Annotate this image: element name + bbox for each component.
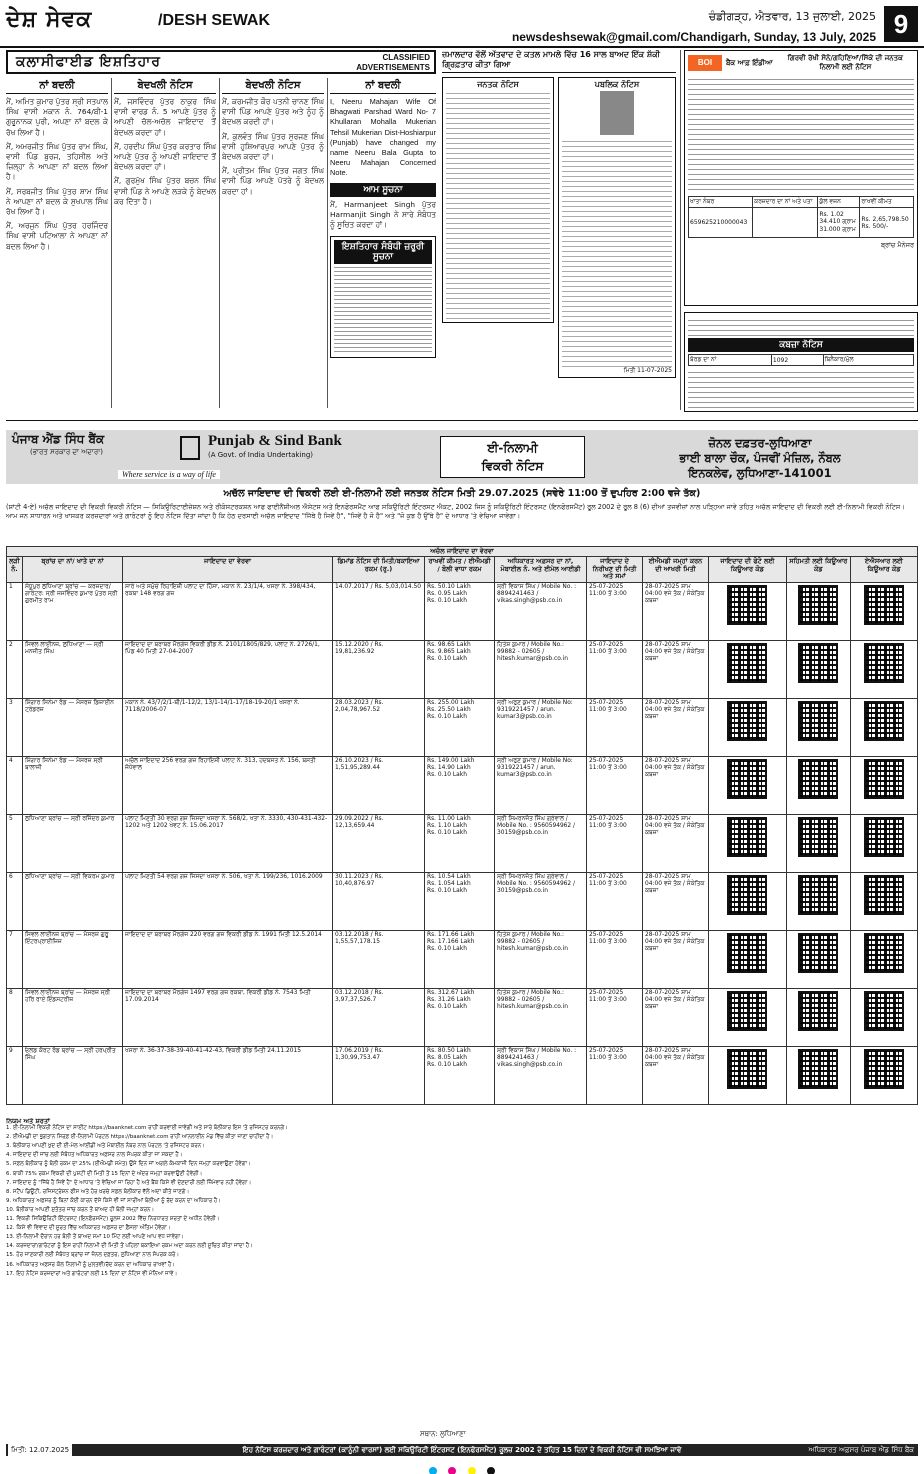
inspection-date: 25-07-2025 11:00 ਤੋਂ 3:00 [587,698,643,756]
classified-item: ਮੈਂ, ਪ੍ਰੀਤਮ ਸਿੰਘ ਪੁੱਤਰ ਜਗਤ ਸਿੰਘ ਵਾਸੀ ਪਿੰਡ ਆਪਣੇ ਪੋਤਰੇ ਨੂੰ ਬੇਦਖਲ ਕਰਦਾ ਹਾਂ। [222,166,324,196]
property-photo-qr-icon[interactable] [727,643,767,683]
classified-item: ਮੈਂ, ਕੁਲਵੰਤ ਸਿੰਘ ਪੁੱਤਰ ਸੁਰਜਣ ਸਿੰਘ ਵਾਸੀ ਹੁਸ਼ਿਆਰਪੁਰ ਆਪਣੇ ਪੁੱਤਰ ਨੂੰ ਬੇਦਖਲ ਕਰਦਾ ਹਾਂ। [222,131,324,162]
authorized-officer: ਸ੍ਰੀ ਵਿਕਾਸ ਸਿੰਘ / Mobile No. : 8894241463 / vikas.singh@psb.co.in [495,1046,587,1104]
masthead [0,0,924,46]
branch-name: ਸੰਧੂਪੁਰ ਲੁਧਿਆਣਾ ਬ੍ਰਾਂਚ — ਕਰਜ਼ਦਾਰ/ਗਾਰੰਟਰ: ਸ੍ਰੀ ਜਸਵਿੰਦਰ ਕੁਮਾਰ ਪੁੱਤਰ ਸ੍ਰੀ ਗੁਰਮੀਤ ਰਾਮ [23,582,123,640]
row-number: 5 [7,814,23,872]
price-emd: Rs. 31.26 Lakh [427,997,471,1004]
boi-signoff: ਬ੍ਰਾਂਚ ਮੈਨੇਜਰ [881,241,914,249]
sale-notice-line: ਅਚੱਲ ਜਾਇਦਾਦ ਦੀ ਵਿਕਰੀ ਲਈ ਈ-ਨਿਲਾਮੀ ਲਈ ਜਨਤਕ ਨੋਟਿਸ ਮਿਤੀ 29.07.2025 (ਸਵੇਰੇ 11:00 ਤੋਂ ਦੁਪਹਿਰ 2:00 ਵਜੇ ਤੱਕ) [223,488,701,499]
inspection-date: 25-07-2025 11:00 ਤੋਂ 3:00 [587,814,643,872]
boi-account: 659625210000043 [689,208,753,238]
classified-item: ਮੈਂ, ਜਸਵਿੰਦਰ ਪੁੱਤਰ ਠਾਕੁਰ ਸਿੰਘ ਵਾਸੀ ਵਾਰਡ ਨੰ. 5 ਆਪਣੇ ਪੁੱਤਰ ਨੂੰ ਆਪਣੀ ਚੱਲ-ਅਚੱਲ ਜਾਇਦਾਦ ਤੋਂ ਬੇਦਖਲ ਕਰਦਾ ਹਾਂ। [114,97,216,137]
price-emd: Rs. 1.10 Lakh [427,823,467,830]
demand-notice: 03.12.2018 / Rs. 1,55,57,178.15 [333,930,425,988]
price-reserve: Rs. 10.54 Lakh [427,873,471,880]
brand-punjabi: ਦੇਸ਼ ਸੇਵਕ [6,6,93,32]
inspection-date: 25-07-2025 11:00 ਤੋਂ 3:00 [587,756,643,814]
term-item: 10. ਬੋਲੀਕਾਰ ਆਪਣੀ ਸੁਤੰਤਰ ਜਾਂਚ ਕਰਨ ਤੋਂ ਬਾਅਦ ਹੀ ਬੋਲੀ ਜਮ੍ਹਾਂ ਕਰਨ। [6,1206,155,1213]
reserve-price [425,988,495,1046]
term-item: 16. ਅਧਿਕਾਰਤ ਅਫ਼ਸਰ ਕੋਲ ਨਿਲਾਮੀ ਨੂੰ ਮੁਲਤਵੀ/ਰੱਦ ਕਰਨ ਦਾ ਅਧਿਕਾਰ ਰਾਖਵਾਂ ਹੈ। [6,1261,175,1268]
registration-mark [429,1467,437,1474]
classified-item: ਮੈਂ, ਗੁਰਮੁੱਖ ਸਿੰਘ ਪੁੱਤਰ ਬਚਨ ਸਿੰਘ ਵਾਸੀ ਪਿੰਡ ਨੇ ਆਪਣੇ ਲੜਕੇ ਨੂੰ ਬੇਦਖਲ ਕਰ ਦਿੱਤਾ ਹੈ। [114,176,216,206]
term-item: 6. ਬਾਕੀ 75% ਰਕਮ ਵਿਕਰੀ ਦੀ ਪੁਸ਼ਟੀ ਦੀ ਮਿਤੀ ਤੋਂ 15 ਦਿਨਾਂ ਦੇ ਅੰਦਰ ਜਮ੍ਹਾਂ ਕਰਵਾਉਣੀ ਹੋਵੇਗੀ। [6,1170,203,1177]
notice-date: ਮਿਤੀ 11-07-2025 [623,366,672,374]
authorized-officer: ਸ੍ਰੀ ਅਰੁਣ ਕੁਮਾਰ / Mobile No: 9319221457 / arun. kumar3@psb.co.in [495,698,587,756]
boi-weight [818,208,860,238]
property-description: ਜਾਇਦਾਦ ਦਾ ਬਰਾਬਰ ਮੌਰਗੇਜ 1497 ਵਰਗ ਗਜ਼ ਰਕਬਾ, ਵਿਕਰੀ ਡੀਡ ਨੰ. 7543 ਮਿਤੀ 17.09.2014 [123,988,333,1046]
qr-cell [786,756,850,814]
authorized-officer: ਸ੍ਰੀ ਸਿਮਰਨਜੋਤ ਸਿੰਘ ਗ੍ਰੇਵਾਲ / Mobile No. : 9560594962 / 30159@psb.co.in [495,814,587,872]
boi-col-header: ਖਾਤਾ ਨੰਬਰ [689,197,753,208]
demand-notice: 26.10.2023 / Rs. 1,51,95,289.44 [333,756,425,814]
inspection-date: 25-07-2025 11:00 ਤੋਂ 3:00 [587,640,643,698]
col-header: ਜਾਇਦਾਦ ਦੇ ਨਿਰੀਖਣ ਦੀ ਮਿਤੀ ਅਤੇ ਸਮਾਂ [587,557,643,582]
terms-list [6,1125,918,1278]
authorized-officer: ਹਿਤੇਸ਼ ਕੁਮਾਰ / Mobile No.: 99882 - 02605 / hitesh.kumar@psb.co.in [495,930,587,988]
qr-cell [709,582,787,640]
demand-notice: 30.11.2023 / Rs. 10,40,876.97 [333,872,425,930]
qr-cell [709,988,787,1046]
asset-table [6,546,918,1105]
zonal-office [620,436,900,481]
property-photo-qr-icon[interactable] [727,1049,767,1089]
notice-box-title: ਇਸ਼ਤਿਹਾਰ ਸੰਬੰਧੀ ਜ਼ਰੂਰੀ ਸੂਚਨਾ [334,240,432,264]
branch-name: ਸਿਵਲ ਲਾਈਨਜ਼ ਬ੍ਰਾਂਚ — ਮੈਸਰਜ਼ ਸ੍ਰੀ ਹਰਿ ਰਾਏ ਇੰਡਸਟਰੀਜ਼ [23,988,123,1046]
term-item: 7. ਜਾਇਦਾਦ ਨੂੰ "ਜਿੱਥੇ ਹੈ ਜਿਵੇਂ ਹੈ" ਦੇ ਆਧਾਰ 'ਤੇ ਵੇਚਿਆ ਜਾ ਰਿਹਾ ਹੈ ਅਤੇ ਬੈਂਕ ਕਿਸੇ ਵੀ ਦੇਣਦਾਰੀ ਲਈ ਜ਼ਿੰਮੇਵਾਰ ਨਹੀਂ ਹੋਵੇਗਾ। [6,1179,252,1186]
price-reserve: Rs. 11.00 Lakh [427,815,471,822]
authorized-officer: ਸ੍ਰੀ ਵਿਕਾਸ ਸਿੰਘ / Mobile No. : 8894241463 / vikas.singh@psb.co.in [495,582,587,640]
property-description: ਜਾਇਦਾਦ ਦਾ ਬਰਾਬਰ ਮੌਰਗੇਜ ਵਿਕਰੀ ਡੀਡ ਨੰ. 2101/1805/829, ਪਲਾਟ ਨੰ. 2726/1, ਪਿੰਡ 40 ਮਿਤੀ 27-04-2007 [123,640,333,698]
emd-last-date: 28-07-2025 ਸ਼ਾਮ 04:00 ਵਜੇ ਤੱਕ / ਸੰਕੇਤਿਕ ਕਬਜ਼ਾ [643,872,709,930]
column-divider [327,78,328,408]
qr-cell [850,988,917,1046]
boi-gross: 34.410 ਗ੍ਰਾਮ [819,218,856,225]
qr-cell [850,582,917,640]
table-row [7,1046,918,1104]
col-header: ਲੜੀ ਨੰ. [7,557,23,582]
qr-cell [850,814,917,872]
boi-col-header: ਕਰਜ਼ਦਾਰ ਦਾ ਨਾਂ ਅਤੇ ਪਤਾ [753,197,818,208]
qr-cell [709,1046,787,1104]
boi-bank-name: ਬੈਂਕ ਆਫ਼ ਇੰਡੀਆ [726,58,773,67]
table-caption: ਅਚੱਲ ਜਾਇਦਾਦ ਦਾ ਵੇਰਵਾ [7,547,918,557]
demand-notice: 29.09.2022 / Rs. 12,13,659.44 [333,814,425,872]
column-heading: ਨਾਂ ਬਦਲੀ [6,78,108,94]
demand-notice: 28.03.2023 / Rs. 2,04,78,967.52 [333,698,425,756]
consent-qr-icon[interactable] [798,875,838,915]
middle-news [442,50,676,410]
footer-center: ਇਹ ਨੋਟਿਸ ਕਰਜ਼ਦਾਰ ਅਤੇ ਗਾਰੰਟਰਾਂ (ਕਾਨੂੰਨੀ ਵਾਰਸਾਂ) ਲਈ ਸਕਿਉਰਿਟੀ ਇੰਟਰਸਟ (ਇਨਫੋਰਸਮੈਂਟ) ਰੂਲਜ਼ 2002 ਦੇ ਤਹਿਤ 15 ਦਿਨਾਂ ਦੇ ਵਿਕਰੀ ਨੋਟਿਸ ਵੀ ਸਮਝਿਆ ਜਾਵੇ [242,1446,682,1454]
property-photo-qr-icon[interactable] [727,759,767,799]
classified-header [6,50,436,74]
branch-name: ਸਿਵਲ ਲਾਈਨਜ਼, ਲੁਧਿਆਣਾ — ਸ੍ਰੀ ਮਨਜੀਤ ਸਿੰਘ [23,640,123,698]
price-reserve: Rs. 50.10 Lakh [427,583,471,590]
qr-cell [786,930,850,988]
emd-last-date: 28-07-2025 ਸ਼ਾਮ 04:00 ਵਜੇ ਤੱਕ / ਸੰਕੇਤਿਕ ਕਬਜ਼ਾ [643,640,709,698]
masthead-rule [0,46,924,48]
qr-cell [786,698,850,756]
price-reserve: Rs. 171.66 Lakh [427,931,475,938]
table-row [7,582,918,640]
property-description: ਮਕਾਨ ਨੰ. 43/7/2/1-ਬੀ/1-12/2, 13/1-14/1-17/18-19-20/1 ਖਸਰਾ ਨੰ. 7118/2006-07 [123,698,333,756]
col-header: ਏਐਸਆਰ ਲਈ ਕਿਊਆਰ ਕੋਡ [850,557,917,582]
term-item: 12. ਕਿਸੇ ਵੀ ਵਿਵਾਦ ਦੀ ਸੂਰਤ ਵਿੱਚ ਅਧਿਕਾਰਤ ਅਫ਼ਸਰ ਦਾ ਫ਼ੈਸਲਾ ਅੰਤਿਮ ਹੋਵੇਗਾ। [6,1225,171,1232]
terms-and-conditions [6,1118,918,1440]
possession-cell: ਬੋਰਡ ਦਾ ਨਾਂ [689,355,772,366]
classified-title: ਕਲਾਸੀਫਾਈਡ ਇਸ਼ਤਿਹਾਰ [16,54,161,70]
qr-cell [709,698,787,756]
consent-qr-icon[interactable] [798,585,838,625]
registration-mark [468,1467,476,1474]
notice-footer [6,1444,918,1456]
qr-cell [709,872,787,930]
term-item: 3. ਬੋਲੀਕਾਰ ਆਪਣੀ ਖੁਦ ਦੀ ਈ-ਮੇਲ ਆਈਡੀ ਅਤੇ ਮੋਬਾਈਲ ਨੰਬਰ ਨਾਲ ਪੋਰਟਲ 'ਤੇ ਰਜਿਸਟਰ ਕਰਨ। [6,1143,205,1150]
boi-col-header: ਰਾਖਵੀਂ ਕੀਮਤ [860,197,914,208]
table-row [7,698,918,756]
row-number: 6 [7,872,23,930]
classified-title-en: CLASSIFIED ADVERTISEMENTS [356,53,430,72]
inspection-date: 25-07-2025 11:00 ਤੋਂ 3:00 [587,582,643,640]
inspection-date: 25-07-2025 11:00 ਤੋਂ 3:00 [587,872,643,930]
dateline: ਚੰਡੀਗੜ੍ਹ, ਐਤਵਾਰ, 13 ਜੁਲਾਈ, 2025 [708,10,876,23]
footer-place: ਸਥਾਨ: ਲੁਧਿਆਣਾ [420,1430,466,1438]
col-header: ਡਿਮਾਂਡ ਨੋਟਿਸ ਦੀ ਮਿਤੀ/ਬਕਾਇਆ ਰਕਮ (ਰੁ.) [333,557,425,582]
demand-notice: 14.07.2017 / Rs. 5,03,014.50 [333,582,425,640]
consent-qr-icon[interactable] [798,933,838,973]
reserve-price [425,814,495,872]
price-reserve: Rs. 255.00 Lakh [427,699,475,706]
email-dateline: newsdeshsewak@gmail.com/Chandigarh, Sunday, 13 July, 2025 [511,30,876,44]
branch-name: ਸ਼ਿੰਗਾਰ ਸਿਨੇਮਾ ਰੋਡ — ਮੈਸਰਜ਼ ਸ੍ਰੀ ਬਾਲਾਜੀ [23,756,123,814]
section-rule [6,420,918,421]
table-row [7,872,918,930]
possession-table [688,354,914,366]
possession-cell: 1092 [771,355,823,366]
col-header: ਜਾਇਦਾਦ ਦੀ ਫੋਟੋ ਲਈ ਕਿਊਆਰ ਕੋਡ [709,557,787,582]
term-item: 11. ਵਿਕਰੀ ਸਿਕਿਉਰਿਟੀ ਇੰਟਰਸਟ (ਇਨਫੋਰਸਮੈਂਟ) ਰੂਲਜ਼ 2002 ਵਿੱਚ ਨਿਰਧਾਰਤ ਸ਼ਰਤਾਂ ਦੇ ਅਧੀਨ ਹੋਵੇਗੀ। [6,1216,220,1223]
price-inc: Rs. 0.10 Lakh [427,946,467,953]
price-inc: Rs. 0.10 Lakh [427,714,467,721]
table-header-row [7,557,918,582]
news-headline: ਜ਼ਮਾਲਦਾਰ ਵੱਲੋਂ ਅੱਤਵਾਦ ਦੇ ਕਤਲ ਮਾਮਲੇ ਵਿੱਚ 16 ਸਾਲ ਬਾਅਦ ਇੱਕ ਸ਼ੱਕੀ ਗ੍ਰਿਫ਼ਤਾਰ ਕੀਤਾ ਗਿਆ [442,50,676,73]
term-item: 5. ਸਫ਼ਲ ਬੋਲੀਕਾਰ ਨੂੰ ਬੋਲੀ ਰਕਮ ਦਾ 25% (ਈਐਮਡੀ ਸਮੇਤ) ਉਸੇ ਦਿਨ ਜਾਂ ਅਗਲੇ ਕੰਮਕਾਜੀ ਦਿਨ ਜਮ੍ਹਾਂ ਕਰਵਾਉਣਾ ਹੋਵੇਗਾ। [6,1161,251,1168]
branch-name: ਲੁਧਿਆਣਾ ਬ੍ਰਾਂਚ — ਸ੍ਰੀ ਰਜਿੰਦਰ ਕੁਮਾਰ [23,814,123,872]
branch-name: ਓਲਡ ਕੋਰਟ ਰੋਡ ਬ੍ਰਾਂਚ — ਸ੍ਰੀ ਹਰਪ੍ਰੀਤ ਸਿੰਘ [23,1046,123,1104]
reserve-price [425,930,495,988]
boi-logo: BOI [688,55,722,71]
row-number: 8 [7,988,23,1046]
emd-last-date: 28-07-2025 ਸ਼ਾਮ 04:00 ਵਜੇ ਤੱਕ / ਸੰਕੇਤਿਕ ਕਬਜ਼ਾ [643,698,709,756]
col-header: ਸਹਿਮਤੀ ਲਈ ਕਿਊਆਰ ਕੋਡ [786,557,850,582]
column-divider [111,78,112,408]
authorized-officer: ਸ੍ਰੀ ਸਿਮਰਨਜੋਤ ਸਿੰਘ ਗ੍ਰੇਵਾਲ / Mobile No. : 9560594962 / 30159@psb.co.in [495,872,587,930]
col-header: ਜਾਇਦਾਦ ਦਾ ਵੇਰਵਾ [123,557,333,582]
boi-borrower [753,208,818,238]
classified-item: I, Neeru Mahajan Wife Of Bhagwati Parshad Ward No- 7 Khullaran Mohalla Mukerian Tehsil Mukerian Dist-Hoshiarpur (Punjab) have changed my name Neeru Bala Gupta to Neeru Mahajan Concerned Note. [330,97,436,178]
column-divider [680,50,681,410]
boi-table [688,196,914,238]
qr-cell [850,872,917,930]
price-inc: Rs. 0.10 Lakh [427,1062,467,1069]
authorized-officer: ਹਿਤੇਸ਼ ਕੁਮਾਰ / Mobile No.: 99882 - 02605 / hitesh.kumar@psb.co.in [495,640,587,698]
classified-column-3 [222,78,324,408]
inspection-date: 25-07-2025 11:00 ਤੋਂ 3:00 [587,1046,643,1104]
qr-cell [850,698,917,756]
table-row [7,930,918,988]
price-inc: Rs. 0.10 Lakh [427,772,467,779]
table-row [7,640,918,698]
consent-qr-icon[interactable] [798,759,838,799]
price-inc: Rs. 0.10 Lakh [427,656,467,663]
notice-box-body [334,264,432,354]
row-number: 1 [7,582,23,640]
eauction-box [440,436,585,478]
sub-heading: ਆਮ ਸੂਚਨਾ [330,183,436,197]
price-emd: Rs. 0.95 Lakh [427,591,467,598]
term-item: 9. ਅਧਿਕਾਰਤ ਅਫ਼ਸਰ ਨੂੰ ਬਿਨਾਂ ਕੋਈ ਕਾਰਨ ਦੱਸੇ ਕਿਸੇ ਵੀ ਜਾਂ ਸਾਰੀਆਂ ਬੋਲੀਆਂ ਨੂੰ ਰੱਦ ਕਰਨ ਦਾ ਅਧਿਕਾਰ ਹੈ। [6,1197,221,1204]
asr-qr-icon[interactable] [864,817,904,857]
asr-qr-icon[interactable] [864,643,904,683]
boi-notice [684,50,918,306]
emd-last-date: 28-07-2025 ਸ਼ਾਮ 04:00 ਵਜੇ ਤੱਕ / ਸੰਕੇਤਿਕ ਕਬਜ਼ਾ [643,582,709,640]
column-heading: ਨਾਂ ਬਦਲੀ [330,78,436,94]
psb-name: Punjab & Sind Bank [208,433,342,449]
price-reserve: Rs. 80.50 Lakh [427,1047,471,1054]
classified-item: ਮੈਂ, ਕਰਮਜੀਤ ਕੌਰ ਪਤਨੀ ਚਾਨਣ ਸਿੰਘ ਵਾਸੀ ਪਿੰਡ ਆਪਣੇ ਪੁੱਤਰ ਅਤੇ ਨੂੰਹ ਨੂੰ ਬੇਦਖਲ ਕਰਦੀ ਹਾਂ। [222,97,324,127]
branch-name: ਸ਼ਿੰਗਾਰ ਸਿਨੇਮਾ ਰੋਡ — ਮੈਸਰਜ਼ ਡਿਜ਼ਾਈਨ ਟ੍ਰੇਡਰਜ਼ [23,698,123,756]
registration-mark [487,1467,495,1474]
asr-qr-icon[interactable] [864,1049,904,1089]
possession-title: ਕਬਜ਼ਾ ਨੋਟਿਸ [688,338,914,352]
boi-notice-text [688,75,914,193]
column-heading: ਬੇਦਖਲੀ ਨੋਟਿਸ [114,78,216,94]
price-emd: Rs. 14.90 Lakh [427,765,471,772]
qr-cell [786,814,850,872]
property-photo-qr-icon[interactable] [727,701,767,741]
table-row [7,814,918,872]
qr-cell [850,930,917,988]
qr-cell [850,756,917,814]
row-number: 4 [7,756,23,814]
emd-last-date: 28-07-2025 ਸ਼ਾਮ 04:00 ਵਜੇ ਤੱਕ / ਸੰਕੇਤਿਕ ਕਬਜ਼ਾ [643,1046,709,1104]
price-emd: Rs. 9.865 Lakh [427,649,471,656]
property-photo-qr-icon[interactable] [727,991,767,1031]
public-notice-box-2 [558,77,676,378]
sale-intro: (ਸ਼ਾਂਟੀ 4-ਏ) ਅਚੱਲ ਜਾਇਦਾਦ ਦੀ ਵਿਕਰੀ ਵਿਕਰੀ ਨੋਟਿਸ — ਸਿਕਿਉਰਿਟਾਈਜ਼ੇਸ਼ਨ ਅਤੇ ਰੀਕੰਸਟਰਕਸ਼ਨ ਆਫ ਫਾਈਨੈਂਸ਼ੀਅਲ ਐਸੇਟਸ ਅਤੇ ਇਨਫੋਰਸਮੈਂਟ ਆਫ ਸਕਿਉਰਿਟੀ ਇੰਟਰਸਟ ਐਕਟ, 2002 ਜਿਸ ਨੂੰ ਸਕਿਉਰਿਟੀ ਇੰਟਰਸਟ (ਇਨਫੋਰਸਮੈਂਟ) ਰੂਲ 2002 ਦੇ ਰੂਲ 8 (6) ਦੀਆਂ ਤਜਵੀਜ਼ਾਂ ਨਾਲ ਪੜ੍ਹਿਆ ਜਾਵੇ ਤਹਿਤ ਅਚੱਲ ਜਾਇਦਾਦ ਦੀ ਵਿਕਰੀ ਲਈ ਈ-ਨਿਲਾਮੀ ਵਿਕਰੀ ਨੋਟਿਸ। ਆਮ ਜਨ ਸਾਧਾਰਨ ਅਤੇ ਖਾਸਕਰ ਕਰਜ਼ਦਾਰਾਂ ਅਤੇ ਗਾਰੰਟਰਾਂ ਨੂੰ ਇਹ ਨੋਟਿਸ ਦਿੱਤਾ ਜਾਂਦਾ ਹੈ ਕਿ ਹੇਠ ਦਰਸਾਈ ਅਚੱਲ ਜਾਇਦਾਦ "ਜਿੱਥੇ ਹੈ ਜਿਵੇਂ ਹੈ", "ਜਿਵੇਂ ਹੈ ਜੋ ਹੈ" ਅਤੇ "ਜੋ ਕੁਝ ਹੈ ਉੱਥੇ ਹੈ" ਦੇ ਆਧਾਰ 'ਤੇ ਵੇਚਿਆ ਜਾਵੇਗਾ। [6,503,905,520]
demand-notice: 17.06.2019 / Rs. 1,30,99,753.47 [333,1046,425,1104]
col-header: ਰਾਖਵੀਂ ਕੀਮਤ / ਈਐਮਡੀ / ਬੋਲੀ ਵਾਧਾ ਰਕਮ [425,557,495,582]
property-description: ਅਚੱਲ ਜਾਇਦਾਦ 256 ਵਰਗ ਗਜ਼ ਰਿਹਾਇਸ਼ੀ ਪਲਾਟ ਨੰ. 313, ਹਦਬਸਤ ਨੰ. 156, ਬਸਤੀ ਜੋਧੇਵਾਲ [123,756,333,814]
table-row [7,756,918,814]
term-item: 14. ਕਰਜ਼ਦਾਰਾਂ/ਗਾਰੰਟਰਾਂ ਨੂੰ ਇਸ ਰਾਹੀਂ ਨਿਲਾਮੀ ਦੀ ਮਿਤੀ ਤੋਂ ਪਹਿਲਾਂ ਬਕਾਇਆ ਰਕਮ ਅਦਾ ਕਰਨ ਲਈ ਸੂਚਿਤ ਕੀਤਾ ਜਾਂਦਾ ਹੈ। [6,1243,253,1250]
notice-box [330,236,436,358]
price-inc: Rs. 0.10 Lakh [427,598,467,605]
boi-notice-title: ਗਿਰਵੀ ਰੱਖੀ ਸੋਨੇ/ਗਹਿਣਿਆਂ/ਸਿੱਕੇ ਦੀ ਜਨਤਕ ਨਿਲਾਮੀ ਲਈ ਨੋਟਿਸ [787,54,903,71]
psb-tagline: Where service is a way of life [118,470,220,479]
term-item: 1. ਈ-ਨਿਲਾਮੀ ਵਿਕਰੀ ਨੋਟਿਸ ਦਾ ਸਾਈਟ https://baanknet.com ਰਾਹੀਂ ਕਰਵਾਈ ਜਾਵੇਗੀ ਅਤੇ ਸਾਰੇ ਬੋਲੀਕਾਰ ਇਸ 'ਤੇ ਰਜਿਸਟਰ ਕਰਨਗੇ। [6,1125,288,1132]
inspection-date: 25-07-2025 11:00 ਤੋਂ 3:00 [587,930,643,988]
col-header: ਬ੍ਰਾਂਚ ਦਾ ਨਾਂ/ ਖਾਤੇ ਦਾ ਨਾਂ [23,557,123,582]
eauction-line-2: ਵਿਕਰੀ ਨੋਟਿਸ [481,459,544,473]
classified-column-2 [114,78,216,408]
row-number: 7 [7,930,23,988]
price-inc: Rs. 0.10 Lakh [427,1004,467,1011]
registration-mark [448,1467,456,1474]
consent-qr-icon[interactable] [798,1049,838,1089]
classified-item: ਮੈਂ, ਹਰਦੀਪ ਸਿੰਘ ਪੁੱਤਰ ਕਰਤਾਰ ਸਿੰਘ ਆਪਣੇ ਪੁੱਤਰ ਨੂੰ ਆਪਣੀ ਜਾਇਦਾਦ ਤੋਂ ਬੇਦਖਲ ਕਰਦਾ ਹਾਂ। [114,141,216,172]
price-inc: Rs. 0.10 Lakh [427,888,467,895]
notice-text [446,89,550,319]
price-emd: Rs. 17.166 Lakh [427,939,475,946]
term-item: 8. ਸਟੈਂਪ ਡਿਊਟੀ, ਰਜਿਸਟ੍ਰੇਸ਼ਨ ਫੀਸ ਅਤੇ ਹੋਰ ਖ਼ਰਚੇ ਸਫ਼ਲ ਬੋਲੀਕਾਰ ਵੱਲੋਂ ਅਦਾ ਕੀਤੇ ਜਾਣਗੇ। [6,1188,190,1195]
price-reserve: Rs. 312.67 Lakh [427,989,475,996]
reserve-price [425,756,495,814]
classified-item: ਮੈਂ, ਅਰਜੁਨ ਸਿੰਘ ਪੁੱਤਰ ਹਰਜਿੰਦਰ ਸਿੰਘ ਵਾਸੀ ਪਟਿਆਲਾ ਨੇ ਆਪਣਾ ਨਾਂ ਬਦਲ ਲਿਆ ਹੈ। [6,221,108,251]
boi-emd: Rs. 500/- [861,222,889,230]
boi-reserve [860,208,914,238]
asr-qr-icon[interactable] [864,759,904,799]
footer-signoff: ਅਧਿਕਾਰਤ ਅਫ਼ਸਰ ਪੰਜਾਬ ਐਂਡ ਸਿੰਧ ਬੈਂਕ [808,1446,914,1454]
property-description: ਸਾਰੇ ਅਤੇ ਸਮੁੱਚੇ ਰਿਹਾਇਸ਼ੀ ਪਲਾਟ ਦਾ ਹਿੱਸਾ, ਮਕਾਨ ਨੰ. 23/1/4, ਖਸਰਾ ਨੰ. 398/434, ਰਕਬਾ 148 ਵਰਗ ਗਜ਼ [123,582,333,640]
row-number: 9 [7,1046,23,1104]
terms-title: ਨਿਯਮ ਅਤੇ ਸ਼ਰਤਾਂ [6,1118,50,1125]
term-item: 13. ਈ-ਨਿਲਾਮੀ ਦੌਰਾਨ ਹਰ ਬੋਲੀ ਤੋਂ ਬਾਅਦ ਸਮਾਂ 10 ਮਿੰਟ ਲਈ ਆਪਣੇ ਆਪ ਵਧ ਜਾਵੇਗਾ। [6,1234,184,1241]
notice-text [562,137,672,367]
qr-cell [786,872,850,930]
asr-qr-icon[interactable] [864,991,904,1031]
qr-cell [786,1046,850,1104]
price-emd: Rs. 1.054 Lakh [427,881,471,888]
footer-date: ਮਿਤੀ: 12.07.2025 [8,1444,72,1456]
price-reserve: Rs. 149.00 Lakh [427,757,475,764]
reserve-price [425,698,495,756]
boi-weight-value: Rs. 1.02 [819,211,844,218]
classified-column-4 [330,78,436,408]
boi-reserve-value: Rs. 2,65,798.50 [861,215,909,223]
branch-name: ਸਿਵਲ ਲਾਈਨਜ਼ ਬ੍ਰਾਂਚ — ਮੈਸਰਜ਼ ਗੁਰੂ ਇੰਟਰਪ੍ਰਾਈਜ਼ਿਜ਼ [23,930,123,988]
consent-qr-icon[interactable] [798,817,838,857]
notice-title: ਜਨਤਕ ਨੋਟਿਸ [477,80,519,89]
price-reserve: Rs. 98.65 Lakh [427,641,471,648]
classified-item: ਮੈਂ, ਅਮਰਜੀਤ ਸਿੰਘ ਪੁੱਤਰ ਰਾਮ ਸਿੰਘ, ਵਾਸੀ ਪਿੰਡ ਬੁਰਜ, ਤਹਿਸੀਲ ਅਤੇ ਜ਼ਿਲ੍ਹਾ ਨੇ ਆਪਣਾ ਨਾਂ ਬਦਲ ਲਿਆ ਹੈ। [6,141,108,182]
zonal-line-3: ਇਨਕਲੇਵ, ਲੁਧਿਆਣਾ-141001 [688,466,832,480]
term-item: 17. ਇਹ ਨੋਟਿਸ ਕਰਜ਼ਦਾਰਾਂ ਅਤੇ ਗਾਰੰਟਰਾਂ ਲਈ 15 ਦਿਨਾਂ ਦਾ ਨੋਟਿਸ ਵੀ ਮੰਨਿਆ ਜਾਵੇ। [6,1270,178,1277]
qr-cell [786,640,850,698]
property-description: ਪਲਾਟ ਮਿਣਤੀ 54 ਵਰਗ ਗਜ਼ ਜਿਸਦਾ ਖਸਰਾ ਨੰ. 506, ਖਤਾ ਨੰ. 199/236, 1016.2009 [123,872,333,930]
reserve-price [425,1046,495,1104]
qr-cell [709,930,787,988]
column-heading: ਬੇਦਖਲੀ ਨੋਟਿਸ [222,78,324,94]
col-header: ਈਐਮਡੀ ਜਮ੍ਹਾਂ ਕਰਨ ਦੀ ਆਖਰੀ ਮਿਤੀ [643,557,709,582]
reserve-price [425,582,495,640]
term-item: 4. ਜਾਇਦਾਦ ਦੀ ਜਾਂਚ ਲਈ ਸੰਬੰਧਤ ਅਧਿਕਾਰਤ ਅਫ਼ਸਰ ਨਾਲ ਸੰਪਰਕ ਕੀਤਾ ਜਾ ਸਕਦਾ ਹੈ। [6,1152,183,1159]
qr-cell [850,640,917,698]
property-description: ਖਸਰਾ ਨੰ. 36-37-38-39-40-41-42-43, ਵਿਕਰੀ ਡੀਡ ਮਿਤੀ 24.11.2015 [123,1046,333,1104]
emd-last-date: 28-07-2025 ਸ਼ਾਮ 04:00 ਵਜੇ ਤੱਕ / ਸੰਕੇਤਿਕ ਕਬਜ਼ਾ [643,930,709,988]
demand-notice: 15.12.2020 / Rs. 19,81,236.92 [333,640,425,698]
price-emd: Rs. 25.50 Lakh [427,707,471,714]
classified-item: ਮੈਂ, Harmanjeet Singh ਪੁੱਤਰ Harmanjit Singh ਨੇ ਸਾਰੇ ਸੰਬੰਧਤ ਨੂੰ ਸੂਚਿਤ ਕਰਦਾ ਹਾਂ। [330,199,436,230]
possession-notice [684,312,918,412]
property-photo-qr-icon[interactable] [727,933,767,973]
zonal-line-1: ਜ਼ੋਨਲ ਦਫ਼ਤਰ-ਲੁਧਿਆਣਾ [708,436,812,450]
classified-item: ਮੈਂ, ਸਰਬਜੀਤ ਸਿੰਘ ਪੁੱਤਰ ਸ਼ਾਮ ਸਿੰਘ ਨੇ ਆਪਣਾ ਨਾਂ ਬਦਲ ਕੇ ਸੁਖਪਾਲ ਸਿੰਘ ਰੱਖ ਲਿਆ ਹੈ। [6,186,108,217]
classified-item: ਮੈਂ, ਅਮਿਤ ਕੁਮਾਰ ਪੁੱਤਰ ਸ੍ਰੀ ਸਤਪਾਲ ਸਿੰਘ ਵਾਸੀ ਮਕਾਨ ਨੰ. 764/ਬੀ-1 ਗੁਰੂਨਾਨਕ ਪੁਰੀ, ਅਪਣਾ ਨਾਂ ਬਦਲ ਕੇ ਰੱਖ ਲਿਆ ਹੈ। [6,97,108,137]
consent-qr-icon[interactable] [798,701,838,741]
eauction-line-1: ਈ-ਨਿਲਾਮੀ [487,441,538,455]
classified-column-1 [6,78,108,408]
boi-net: 31.000 ਗ੍ਰਾਮ [819,226,856,233]
public-notice-title: ਪਬਲਿਕ ਨੋਟਿਸ [594,80,640,89]
boi-col-header: ਕੁੱਲ ਵਜ਼ਨ [818,197,860,208]
asr-qr-icon[interactable] [864,875,904,915]
column-divider [219,78,220,408]
public-notice-box [442,77,554,323]
reserve-price [425,640,495,698]
qr-cell [709,814,787,872]
reserve-price [425,872,495,930]
authorized-officer: ਹਿਤੇਸ਼ ਕੁਮਾਰ / Mobile No.: 99882 - 02605 / hitesh.kumar@psb.co.in [495,988,587,1046]
col-header: ਅਧਿਕਾਰਤ ਅਫ਼ਸਰ ਦਾ ਨਾਂ, ਮੋਬਾਈਲ ਨੰ. ਅਤੇ ਈਮੇਲ ਆਈਡੀ [495,557,587,582]
property-photo-qr-icon[interactable] [727,585,767,625]
zonal-line-2: ਭਾਈ ਬਾਲਾ ਚੌਕ, ਪੰਜਵੀਂ ਮੰਜ਼ਿਲ, ਨੌਬਲ [679,451,841,465]
emd-last-date: 28-07-2025 ਸ਼ਾਮ 04:00 ਵਜੇ ਤੱਕ / ਸੰਕੇਤਿਕ ਕਬਜ਼ਾ [643,814,709,872]
psb-sub-punjabi: (ਭਾਰਤ ਸਰਕਾਰ ਦਾ ਅਦਾਰਾ) [30,448,104,456]
registration-marks [0,1462,924,1474]
psb-undertaking: (A Govt. of India Undertaking) [208,451,313,459]
table-row [7,988,918,1046]
price-emd: Rs. 8.05 Lakh [427,1055,467,1062]
row-number: 2 [7,640,23,698]
qr-cell [709,640,787,698]
price-inc: Rs. 0.10 Lakh [427,830,467,837]
emd-last-date: 28-07-2025 ਸ਼ਾਮ 04:00 ਵਜੇ ਤੱਕ / ਸੰਕੇਤਿਕ ਕਬਜ਼ਾ [643,756,709,814]
consent-qr-icon[interactable] [798,991,838,1031]
qr-cell [786,582,850,640]
qr-cell [850,1046,917,1104]
emd-last-date: 28-07-2025 ਸ਼ਾਮ 04:00 ਵਜੇ ਤੱਕ / ਸੰਕੇਤਿਕ ਕਬਜ਼ਾ [643,988,709,1046]
inspection-date: 25-07-2025 11:00 ਤੋਂ 3:00 [587,988,643,1046]
asr-qr-icon[interactable] [864,701,904,741]
consent-qr-icon[interactable] [798,643,838,683]
asr-qr-icon[interactable] [864,585,904,625]
qr-cell [786,988,850,1046]
term-item: 2. ਈਐਮਡੀ ਦਾ ਭੁਗਤਾਨ ਸਿਰਫ਼ ਈ-ਨਿਲਾਮੀ ਪੋਰਟਲ https://baanknet.com ਰਾਹੀਂ ਆਨਲਾਈਨ ਮੋਡ ਵਿੱਚ ਕੀਤਾ ਜਾਣਾ ਚਾਹੀਦਾ ਹੈ। [6,1134,274,1141]
demand-notice: 03.12.2018 / Rs. 3,97,37,526.7 [333,988,425,1046]
possession-intro [688,316,914,338]
possession-cell: ਬਿਨੈਕਾਰ/ਮੁੱਲ [823,355,913,366]
authorized-officer: ਸ੍ਰੀ ਅਰੁਣ ਕੁਮਾਰ / Mobile No: 9319221457 / arun. kumar3@psb.co.in [495,756,587,814]
brand-english: /DESH SEWAK [158,12,271,29]
possession-text [688,368,914,408]
qr-cell [709,756,787,814]
row-number: 3 [7,698,23,756]
property-photo-qr-icon[interactable] [727,817,767,857]
property-description: ਜਾਇਦਾਦ ਦਾ ਬਰਾਬਰ ਮੌਰਗੇਜ 220 ਵਰਗ ਗਜ਼ ਵਿਕਰੀ ਡੀਡ ਨੰ. 1991 ਮਿਤੀ 12.5.2014 [123,930,333,988]
term-item: 15. ਹੋਰ ਜਾਣਕਾਰੀ ਲਈ ਸੰਬੰਧਤ ਬ੍ਰਾਂਚ ਜਾਂ ਜ਼ੋਨਲ ਦਫ਼ਤਰ, ਲੁਧਿਆਣਾ ਨਾਲ ਸੰਪਰਕ ਕਰੋ। [6,1252,180,1259]
property-photo-qr-icon[interactable] [727,875,767,915]
psb-logo-icon [180,436,200,460]
page-number: 9 [884,6,918,42]
psb-name-punjabi: ਪੰਜਾਬ ਐਂਡ ਸਿੰਧ ਬੈਂਕ [12,432,105,446]
property-description: ਪਲਾਟ ਮਿਣਤੀ 30 ਵਰਗ ਗਜ਼ ਜਿਸਦਾ ਖਸਰਾ ਨੰ. 568/2, ਖਤਾ ਨੰ. 3330, 430-431-432-1202 ਅਤੇ 1202 ਖੇਵਟ ਨੰ. 15.06.2017 [123,814,333,872]
branch-name: ਲੁਧਿਆਣਾ ਬ੍ਰਾਂਚ — ਸ੍ਰੀ ਵਿਕਰਮ ਕੁਮਾਰ [23,872,123,930]
asr-qr-icon[interactable] [864,933,904,973]
person-photo [600,91,634,135]
